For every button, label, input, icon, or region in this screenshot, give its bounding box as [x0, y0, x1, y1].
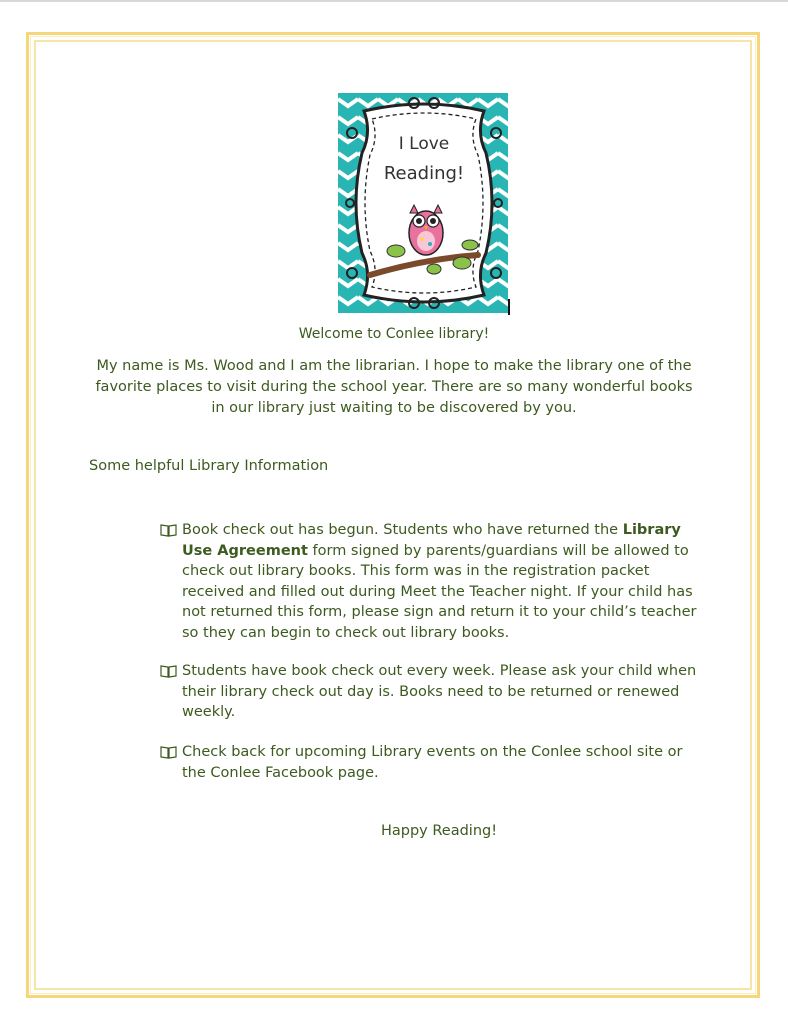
list-item-text: Check back for upcoming Library events on the Conlee school site or the Conlee Facebook page.	[182, 744, 683, 781]
list-item	[160, 520, 705, 643]
list-item-text: Book check out has begun. Students who have returned the Library Use Agreement form signed by parents/guardians will be allowed to check out library books. This form was in the registration packet received and filled out during Meet the Teacher night. If your child has not returned this form, please sign and return it to your child’s teacher so they can begin to check out library books.	[182, 522, 697, 641]
library-use-agreement-label: Library Use Agreement	[182, 522, 681, 559]
book-icon	[160, 664, 177, 678]
poster-title-line1: I Love	[398, 134, 450, 154]
list-item	[160, 661, 705, 723]
owl-icon	[409, 205, 443, 255]
welcome-heading: Welcome to Conlee library!	[298, 326, 490, 342]
top-divider	[0, 0, 788, 2]
i-love-reading-poster	[338, 93, 511, 315]
book-icon	[160, 523, 177, 537]
poster-title-line2: Reading!	[383, 163, 465, 184]
list-item-text: Students have book check out every week. Please ask your child when their library check out day is. Books need to be returned or renewed weekly.	[182, 663, 697, 720]
library-info-heading: Some helpful Library Information	[89, 458, 329, 474]
intro-paragraph: My name is Ms. Wood and I am the librarian. I hope to make the library one of the favorite places to visit during the school year. There are so many wonderful books in our library just waiting to be discovered by you.	[95, 358, 693, 416]
book-icon	[160, 745, 177, 759]
list-item	[160, 742, 705, 783]
closing-text: Happy Reading!	[380, 823, 498, 839]
